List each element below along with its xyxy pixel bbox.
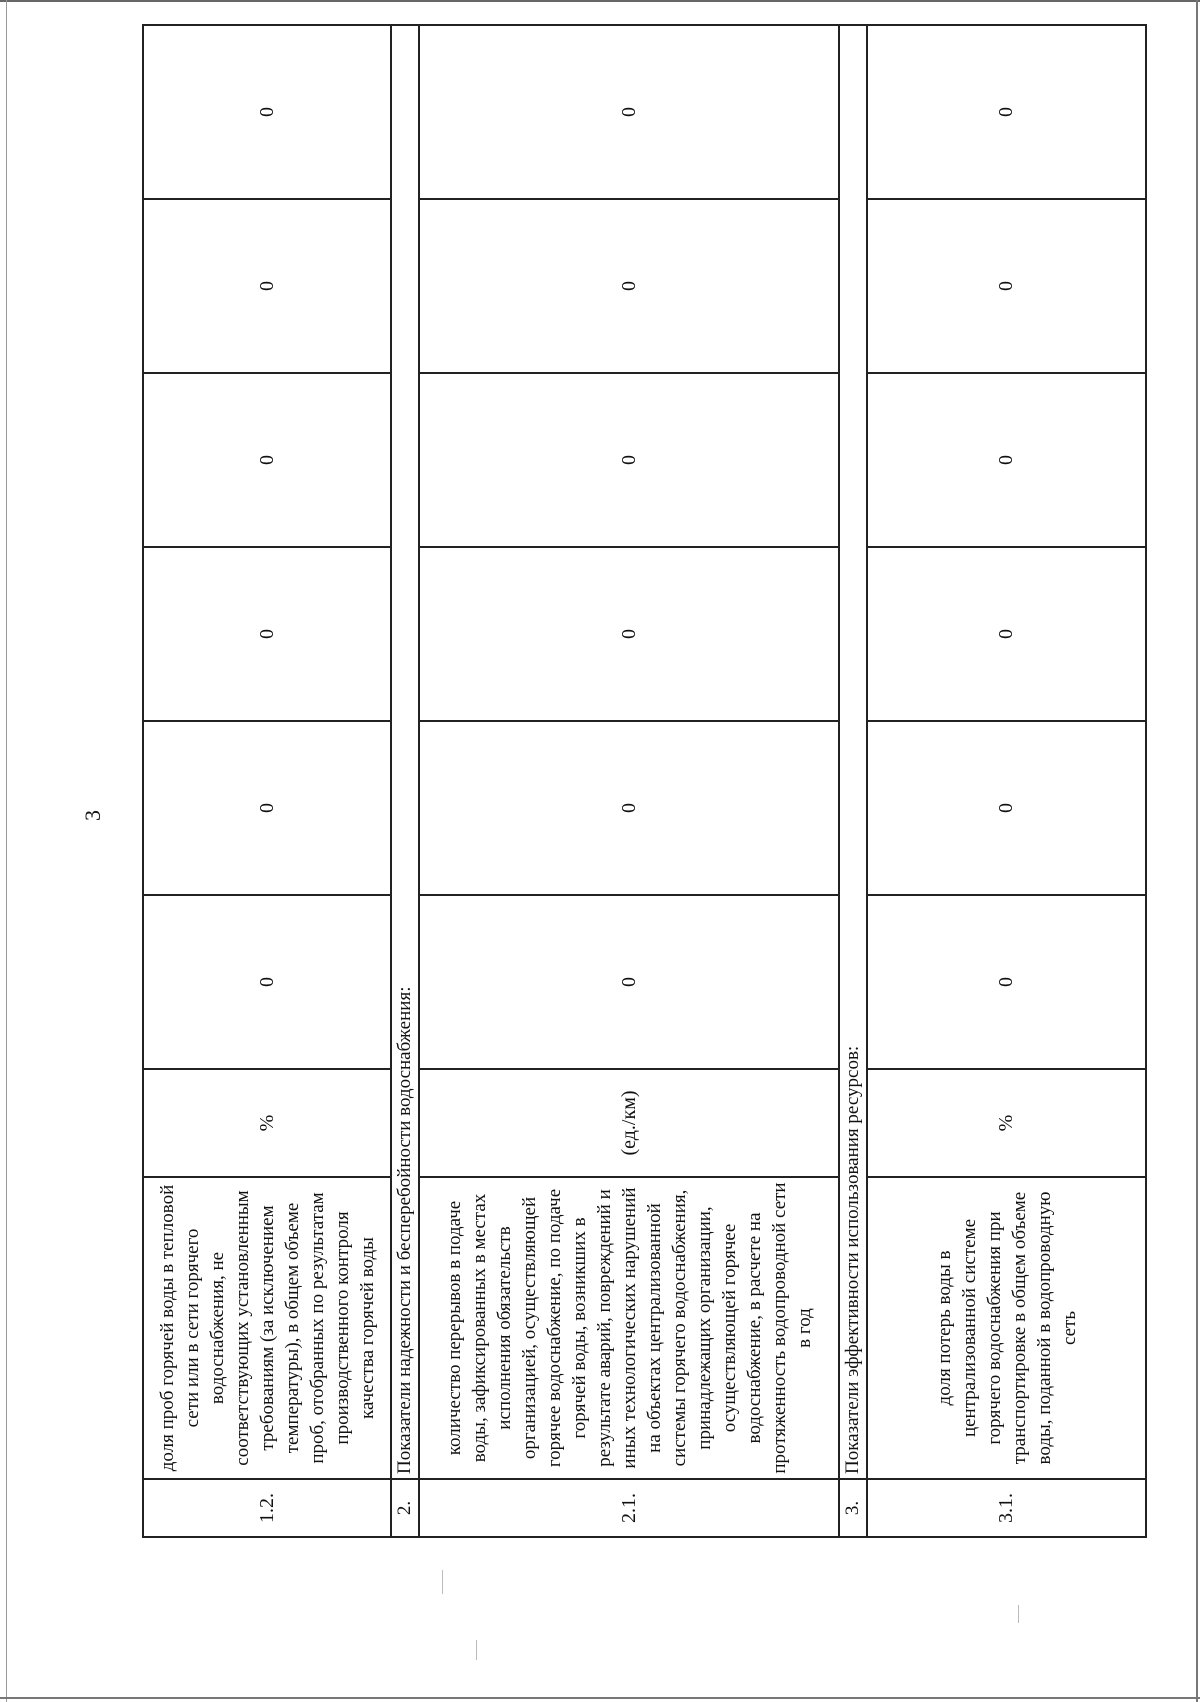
value-cell: 0 xyxy=(143,25,391,199)
value-cell: 0 xyxy=(143,895,391,1069)
value-cell: 0 xyxy=(143,547,391,721)
table-row xyxy=(419,25,839,1537)
row-number: 1.2. xyxy=(143,1479,391,1537)
table-row xyxy=(867,25,1146,1537)
value-cell: 0 xyxy=(419,199,839,373)
unit-cell: % xyxy=(867,1069,1146,1177)
value-cell: 0 xyxy=(419,373,839,547)
value-cell: 0 xyxy=(419,895,839,1069)
scan-mark xyxy=(1018,1605,1019,1623)
unit-cell: % xyxy=(143,1069,391,1177)
value-cell: 0 xyxy=(867,25,1146,199)
indicators-table xyxy=(142,24,1147,1538)
value-cell: 0 xyxy=(143,373,391,547)
section-header-efficiency xyxy=(839,25,867,1537)
indicator-name: доля проб горячей воды в тепловой сети или в сети горячего водоснабжения, не соответствующих установленным требованиям (за исключением температуры), в общем объеме проб, отобранных по результатам производственного контроля качества горячей воды xyxy=(143,1177,391,1479)
value-cell: 0 xyxy=(867,547,1146,721)
section-number: 2. xyxy=(391,1479,419,1537)
value-cell: 0 xyxy=(867,895,1146,1069)
section-title: Показатели эффективности использования ресурсов: xyxy=(839,25,867,1479)
scan-edge-left xyxy=(6,0,7,1702)
value-cell: 0 xyxy=(143,721,391,895)
page-number: 3 xyxy=(80,810,105,821)
scan-edge-top xyxy=(0,0,1200,2)
scan-mark xyxy=(476,1640,477,1660)
indicator-name: количество перерывов в подаче воды, зафиксированных в местах исполнения обязательств организацией, осуществляющей горячее водоснабжение, по подаче горячей воды, возникших в результате аварий, повреждений и иных технологических нарушений на объектах централизованной системы горячего водоснабжения, принадлежащих организации, осуществляющей горячее водоснабжение, в расчете на протяженность водопроводной сети в год xyxy=(419,1177,839,1479)
row-number: 3.1. xyxy=(867,1479,1146,1537)
section-title: Показатели надежности и бесперебойности водоснабжения: xyxy=(391,25,419,1479)
section-number: 3. xyxy=(839,1479,867,1537)
scan-mark xyxy=(442,1570,443,1594)
indicator-name: доля потерь воды в централизованной системе горячего водоснабжения при транспортировке в общем объеме воды, поданной в водопроводную сеть xyxy=(867,1177,1146,1479)
rotated-page-content xyxy=(80,93,1152,1538)
section-header-reliability xyxy=(391,25,419,1537)
unit-cell: (ед./км) xyxy=(419,1069,839,1177)
value-cell: 0 xyxy=(867,721,1146,895)
value-cell: 0 xyxy=(419,721,839,895)
row-number: 2.1. xyxy=(419,1479,839,1537)
value-cell: 0 xyxy=(419,25,839,199)
scan-edge-bottom xyxy=(0,1697,1200,1699)
value-cell: 0 xyxy=(867,199,1146,373)
value-cell: 0 xyxy=(867,373,1146,547)
scan-edge-right xyxy=(1196,0,1198,1702)
value-cell: 0 xyxy=(143,199,391,373)
value-cell: 0 xyxy=(419,547,839,721)
table-row xyxy=(143,25,391,1537)
